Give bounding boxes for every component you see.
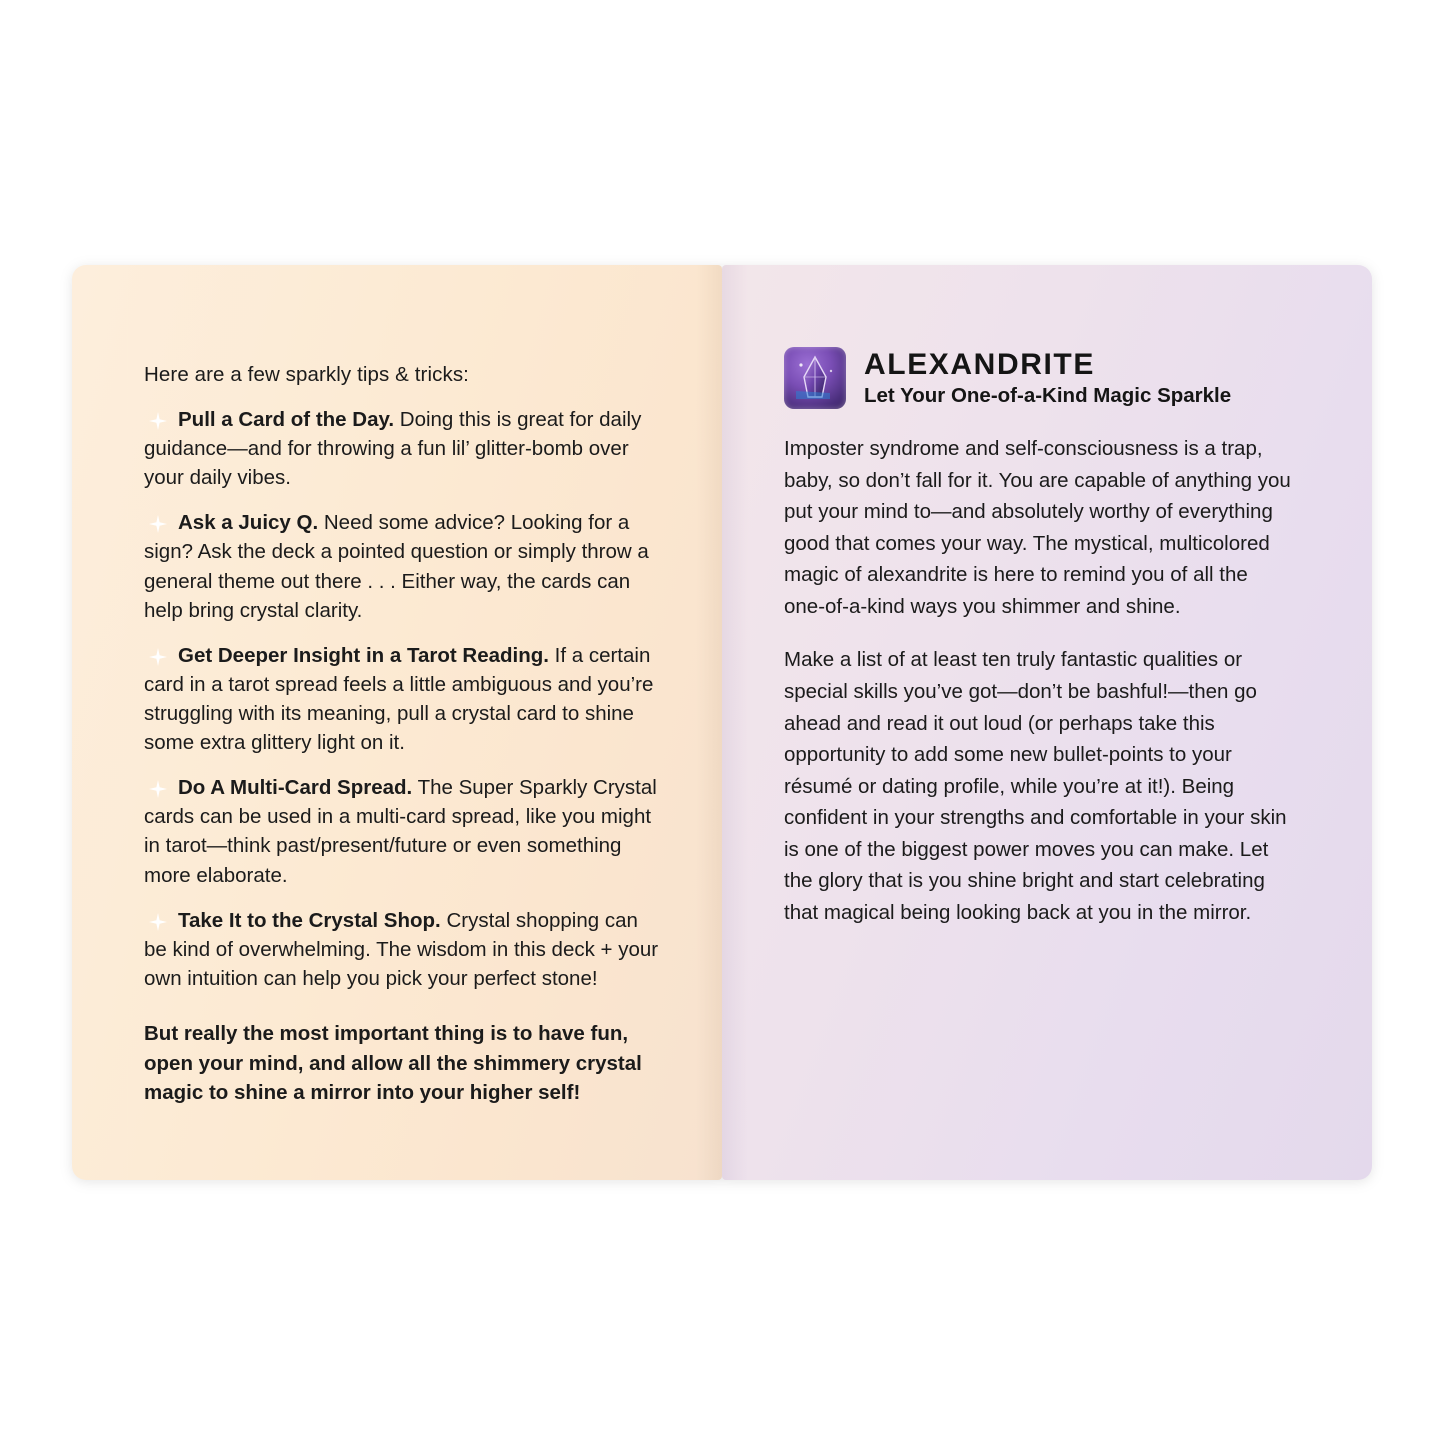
tip-text: Need some advice? Looking for a sign? Ask the deck a pointed question or simply throw a general theme out there . . . Either way, the cards can help bring crystal clarity. [144,511,649,622]
crystal-gem-icon [784,347,846,409]
stone-header [784,347,1294,409]
stone-paragraph: Make a list of at least ten truly fantastic qualities or special skills you’ve got—don’t be bashful!—then go ahead and read it out loud (or perhaps take this opportunity to add some new bullet-points to your résumé or dating profile, while you’re at it!). Being confident in your strengths and comfortable in your skin is one of the biggest power moves you can make. Let the glory that is you shine bright and start celebrating that magical being looking back at you in the mirror. [784,648,1287,924]
tip-item [144,405,662,492]
sparkle-icon [146,779,170,799]
tip-title: Pull a Card of the Day. [178,408,395,431]
tips-intro-line: Here are a few sparkly tips & tricks: [144,363,469,386]
tip-item [144,773,662,889]
tip-item [144,906,662,993]
tip-text: Crystal shopping can be kind of overwhelming. The wisdom in this deck + your own intuition can help you pick your perfect stone! [144,908,659,990]
stone-title-block [864,348,1231,409]
tip-text: The Super Sparkly Crystal cards can be used in a multi-card spread, like you might in tarot—think past/present/future or even something more elaborate. [144,776,657,887]
open-book-spread [72,265,1372,1180]
tip-title: Take It to the Crystal Shop. [178,908,441,932]
sparkle-icon [146,514,170,534]
tip-title: Ask a Juicy Q. [178,511,319,535]
tip-title: Get Deeper Insight in a Tarot Reading. [178,643,549,667]
tip-title: Do A Multi-Card Spread. [178,776,413,800]
sparkle-icon [146,647,170,667]
sparkle-icon [146,912,170,932]
stone-subtitle: Let Your One-of-a-Kind Magic Sparkle [864,384,1232,408]
sparkle-icon [146,411,170,431]
closing-paragraph: But really the most important thing is to have fun, open your mind, and allow all the shimmery crystal magic to shine a mirror into your higher self! [144,1021,642,1105]
left-page [72,265,722,1180]
tip-item [144,641,662,757]
stone-paragraph: Imposter syndrome and self-consciousness is a trap, baby, so don’t fall for it. You are capable of anything you put your mind to—and absolutely worthy of everything good that comes your way. The mystical, multicolored magic of alexandrite is here to remind you of all the one-of-a-kind ways you shimmer and shine. [784,437,1291,618]
tip-text: If a certain card in a tarot spread feels a little ambiguous and you’re struggling with its meaning, pull a crystal card to shine some extra glittery light on it. [144,643,654,755]
tip-text: Doing this is great for daily guidance—and for throwing a fun lil’ glitter-bomb over your daily vibes. [144,408,642,490]
stone-name: ALEXANDRITE [864,347,1095,381]
right-page [722,265,1372,1180]
tip-item [144,508,662,624]
